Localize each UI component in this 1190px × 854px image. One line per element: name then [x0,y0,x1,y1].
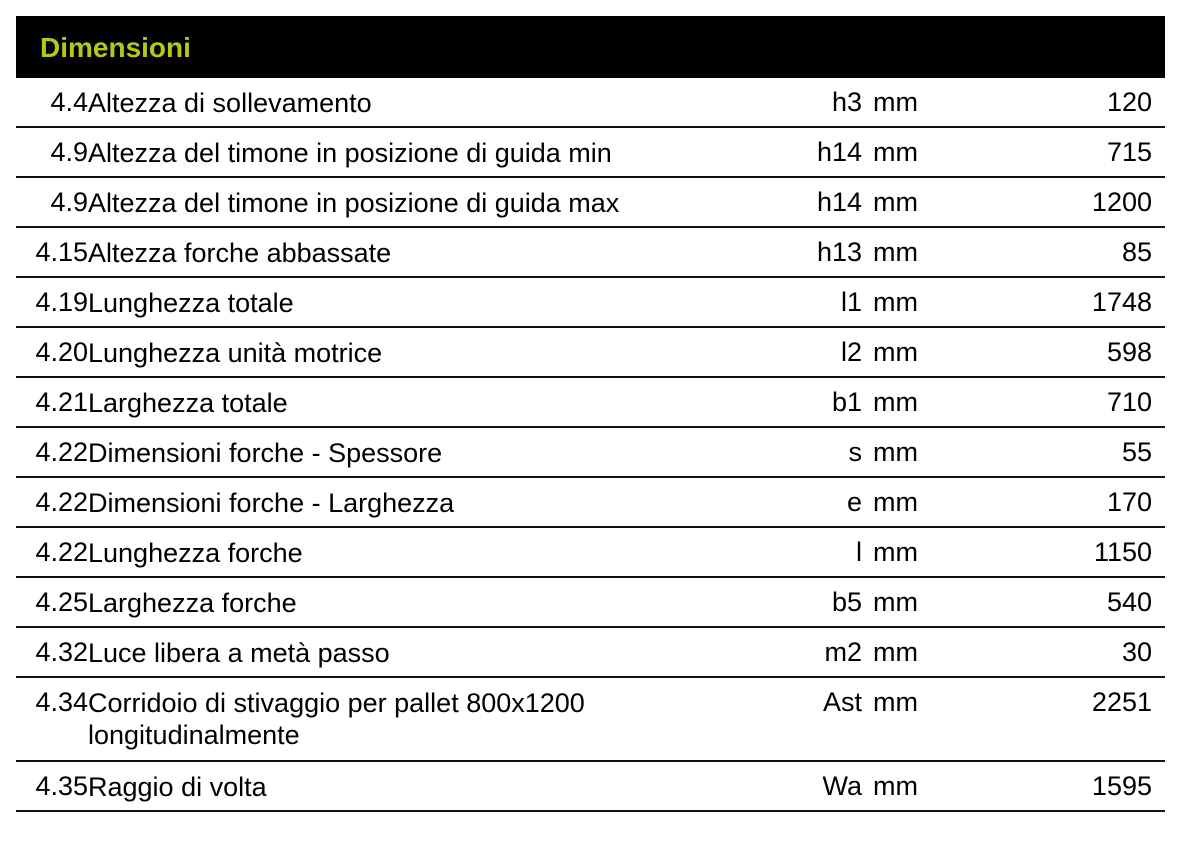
table-row [16,478,1165,528]
row-symbol: h14 [816,187,862,217]
row-number: 4.21 [35,387,88,417]
row-number: 4.35 [35,770,88,801]
row-label: Altezza del timone in posizione di guida min [88,138,612,168]
row-label: Lunghezza forche [88,538,303,568]
row-value: 715 [1106,137,1152,167]
table-row [16,128,1165,178]
row-value: 2251 [1091,687,1152,717]
table-row [16,178,1165,228]
row-label: Altezza forche abbassate [88,238,392,268]
row-number: 4.19 [35,287,88,317]
row-label: Altezza di sollevamento [88,88,372,118]
row-value: 55 [1121,437,1152,467]
row-unit: mm [873,237,918,267]
table-row [16,78,1165,128]
row-label: Lunghezza totale [88,288,294,318]
row-value: 1150 [1093,537,1152,567]
row-value: 1200 [1091,187,1152,217]
row-value: 598 [1106,337,1152,367]
table-body [16,78,1165,812]
row-symbol: Wa [822,770,862,801]
row-symbol: l [856,537,862,567]
table-row [16,228,1165,278]
table-row [16,328,1165,378]
row-unit: mm [873,387,918,417]
row-unit: mm [873,187,918,217]
table-row [16,762,1165,812]
row-label: Lunghezza unità motrice [88,338,383,368]
row-symbol: h14 [816,137,862,167]
row-unit: mm [873,687,918,717]
section-title: Dimensioni [40,32,191,63]
row-number: 4.32 [35,637,88,667]
row-number: 4.20 [35,337,88,367]
row-value: 710 [1106,387,1152,417]
row-symbol: Ast [822,687,862,717]
row-symbol: e [846,487,862,517]
row-label: Altezza del timone in posizione di guida max [88,188,620,218]
row-unit: mm [873,770,918,801]
row-value: 1748 [1091,287,1152,317]
row-symbol: h13 [816,237,862,267]
row-unit: mm [873,637,918,667]
row-label: Dimensioni forche - Spessore [88,438,443,468]
row-symbol: m2 [824,637,862,667]
row-value: 540 [1106,587,1152,617]
row-label: Larghezza totale [88,388,288,418]
row-number: 4.22 [35,537,88,567]
table-row [16,528,1165,578]
row-value: 1595 [1091,770,1152,801]
row-number: 4.9 [50,187,88,217]
row-unit: mm [873,287,918,317]
table-row [16,578,1165,628]
row-unit: mm [873,587,918,617]
row-symbol: l1 [840,287,862,317]
row-symbol: b1 [831,387,862,417]
row-number: 4.25 [35,587,88,617]
row-value: 85 [1121,237,1152,267]
row-number: 4.22 [35,487,88,517]
row-number: 4.15 [35,237,88,267]
row-unit: mm [873,437,918,467]
row-number: 4.22 [35,437,88,467]
table-row [16,628,1165,678]
row-unit: mm [873,487,918,517]
row-label: Corridoio di stivaggio per pallet 800x1200 longitudinalmente [88,688,585,750]
row-label: Raggio di volta [88,771,267,802]
row-unit: mm [873,87,918,117]
row-label: Larghezza forche [88,588,297,618]
row-unit: mm [873,337,918,367]
row-symbol: h3 [831,87,862,117]
row-number: 4.9 [50,137,88,167]
row-number: 4.34 [35,687,88,717]
row-unit: mm [873,137,918,167]
row-value: 120 [1106,87,1152,117]
row-symbol: b5 [831,587,862,617]
table-row [16,278,1165,328]
row-label: Luce libera a metà passo [88,638,390,668]
row-value: 30 [1121,637,1152,667]
table-row [16,678,1165,762]
row-value: 170 [1106,487,1152,517]
row-label: Dimensioni forche - Larghezza [88,488,455,518]
table-row [16,428,1165,478]
section-header [16,16,1165,78]
row-symbol: s [848,437,862,467]
row-symbol: l2 [840,337,862,367]
table-row [16,378,1165,428]
row-unit: mm [873,537,918,567]
row-number: 4.4 [50,87,88,117]
dimensions-table [16,16,1165,812]
